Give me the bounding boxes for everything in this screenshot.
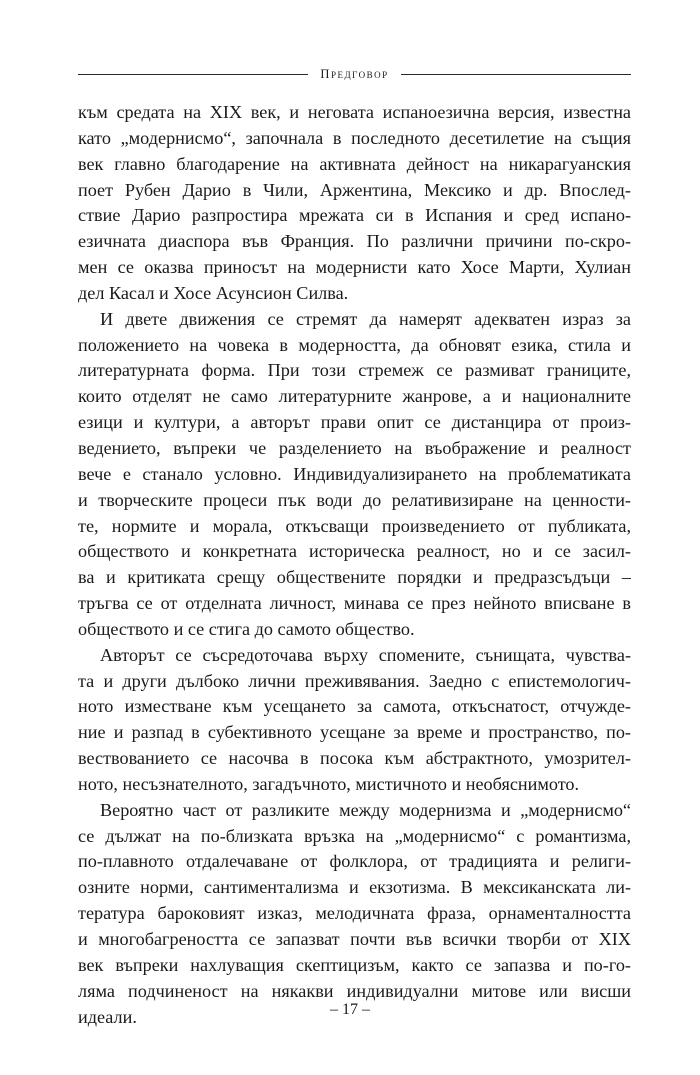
running-header-title: Предговор [320, 66, 389, 81]
text-line: тература бароковият изказ, мелодичната фраза, орнаменталността [78, 903, 631, 924]
text-line: те, нормите и морала, откъсващи произведението от публиката, [78, 515, 631, 536]
text-line: ствие Дарио разпростира мрежата си в Испания и сред испано- [78, 205, 631, 226]
text-line: век главно благодарение на активната дейност на никарагуанския [78, 153, 631, 174]
text-line: та и други дълбоко лични преживявания. Заедно с епистемологич- [78, 670, 631, 691]
page-number: – 17 – [330, 1001, 370, 1018]
paragraph [78, 798, 631, 1031]
text-line: Вероятно част от разликите между модернизма и „модернисмо“ [100, 799, 631, 820]
text-line: ляма подчиненост на някакви индивидуални митове или висши [78, 980, 631, 1001]
text-line: се дължат на по-близката връзка на „модернисмо“ с романтизма, [78, 825, 631, 846]
paragraph [78, 100, 631, 307]
text-line: дел Касал и Хосе Асунсион Силва. [78, 282, 349, 303]
text-line: които отделят не само литературните жанрове, а и националните [78, 386, 631, 407]
text-line: идеали. [78, 1006, 137, 1027]
text-line: век въпреки нахлуващия скептицизъм, както се запазва и по-го- [78, 954, 631, 975]
text-line: ното, несъзнателното, загадъчното, мистичното и необяснимото. [78, 773, 580, 794]
text-line: вествованието се насочва в посока към абстрактното, умозрител- [78, 748, 631, 769]
text-line: и творческите процеси пък води до релативизиране на ценности- [78, 489, 631, 510]
header-rule-right [401, 74, 631, 75]
text-line: И двете движения се стремят да намерят адекватен израз за [100, 308, 631, 329]
paragraph [78, 643, 631, 798]
text-line: вече е станало условно. Индивидуализирането на проблематиката [78, 463, 631, 484]
text-line: Авторът се съсредоточава върху спомените, сънищата, чувства- [100, 644, 631, 665]
running-header [78, 64, 631, 84]
text-line: ведението, въпреки че разделението на въображение и реалност [78, 437, 631, 458]
text-line: ва и критиката срещу обществените порядки и предразсъдъци – [78, 567, 631, 588]
text-line: по-плавното отдалечаване от фолклора, от традицията и религи- [78, 851, 631, 872]
paragraph [78, 307, 631, 643]
text-line: тръгва се от отделната личност, минава се през нейното вписване в [78, 593, 631, 614]
text-line: към средата на XIX век, и неговата испаноезична версия, известна [78, 102, 631, 122]
header-rule-left [78, 74, 308, 75]
text-line: ното изместване към усещането за самота, откъснатост, отчужде- [78, 696, 631, 717]
text-line: и многобагреността се запазват почти във всички творби от XIX [78, 929, 631, 949]
text-line: поет Рубен Дарио в Чили, Аржентина, Мексико и др. Впослед- [78, 179, 631, 200]
body-text [78, 100, 631, 1030]
text-line: литературната форма. При този стремеж се размиват границите, [78, 360, 631, 381]
text-line: като „модернисмо“, започнала в последното десетилетие на същия [78, 127, 631, 148]
text-line: обществото и конкретната историческа реалност, но и се засил- [78, 541, 631, 562]
text-line: езичната диаспора във Франция. По различни причини по-скро- [78, 231, 631, 252]
text-line: езици и култури, а авторът прави опит се дистанцира от произ- [78, 412, 631, 433]
text-line: обществото и се стига до самото общество. [78, 618, 415, 639]
text-line: ние и разпад в субективното усещане за време и пространство, по- [78, 722, 631, 743]
text-line: мен се оказва приносът на модернисти като Хосе Марти, Хулиан [78, 257, 631, 278]
text-line: озните норми, сантиментализма и екзотизма. В мексиканската ли- [78, 877, 631, 898]
text-line: положението на човека в модерността, да обновят езика, стила и [78, 334, 631, 355]
